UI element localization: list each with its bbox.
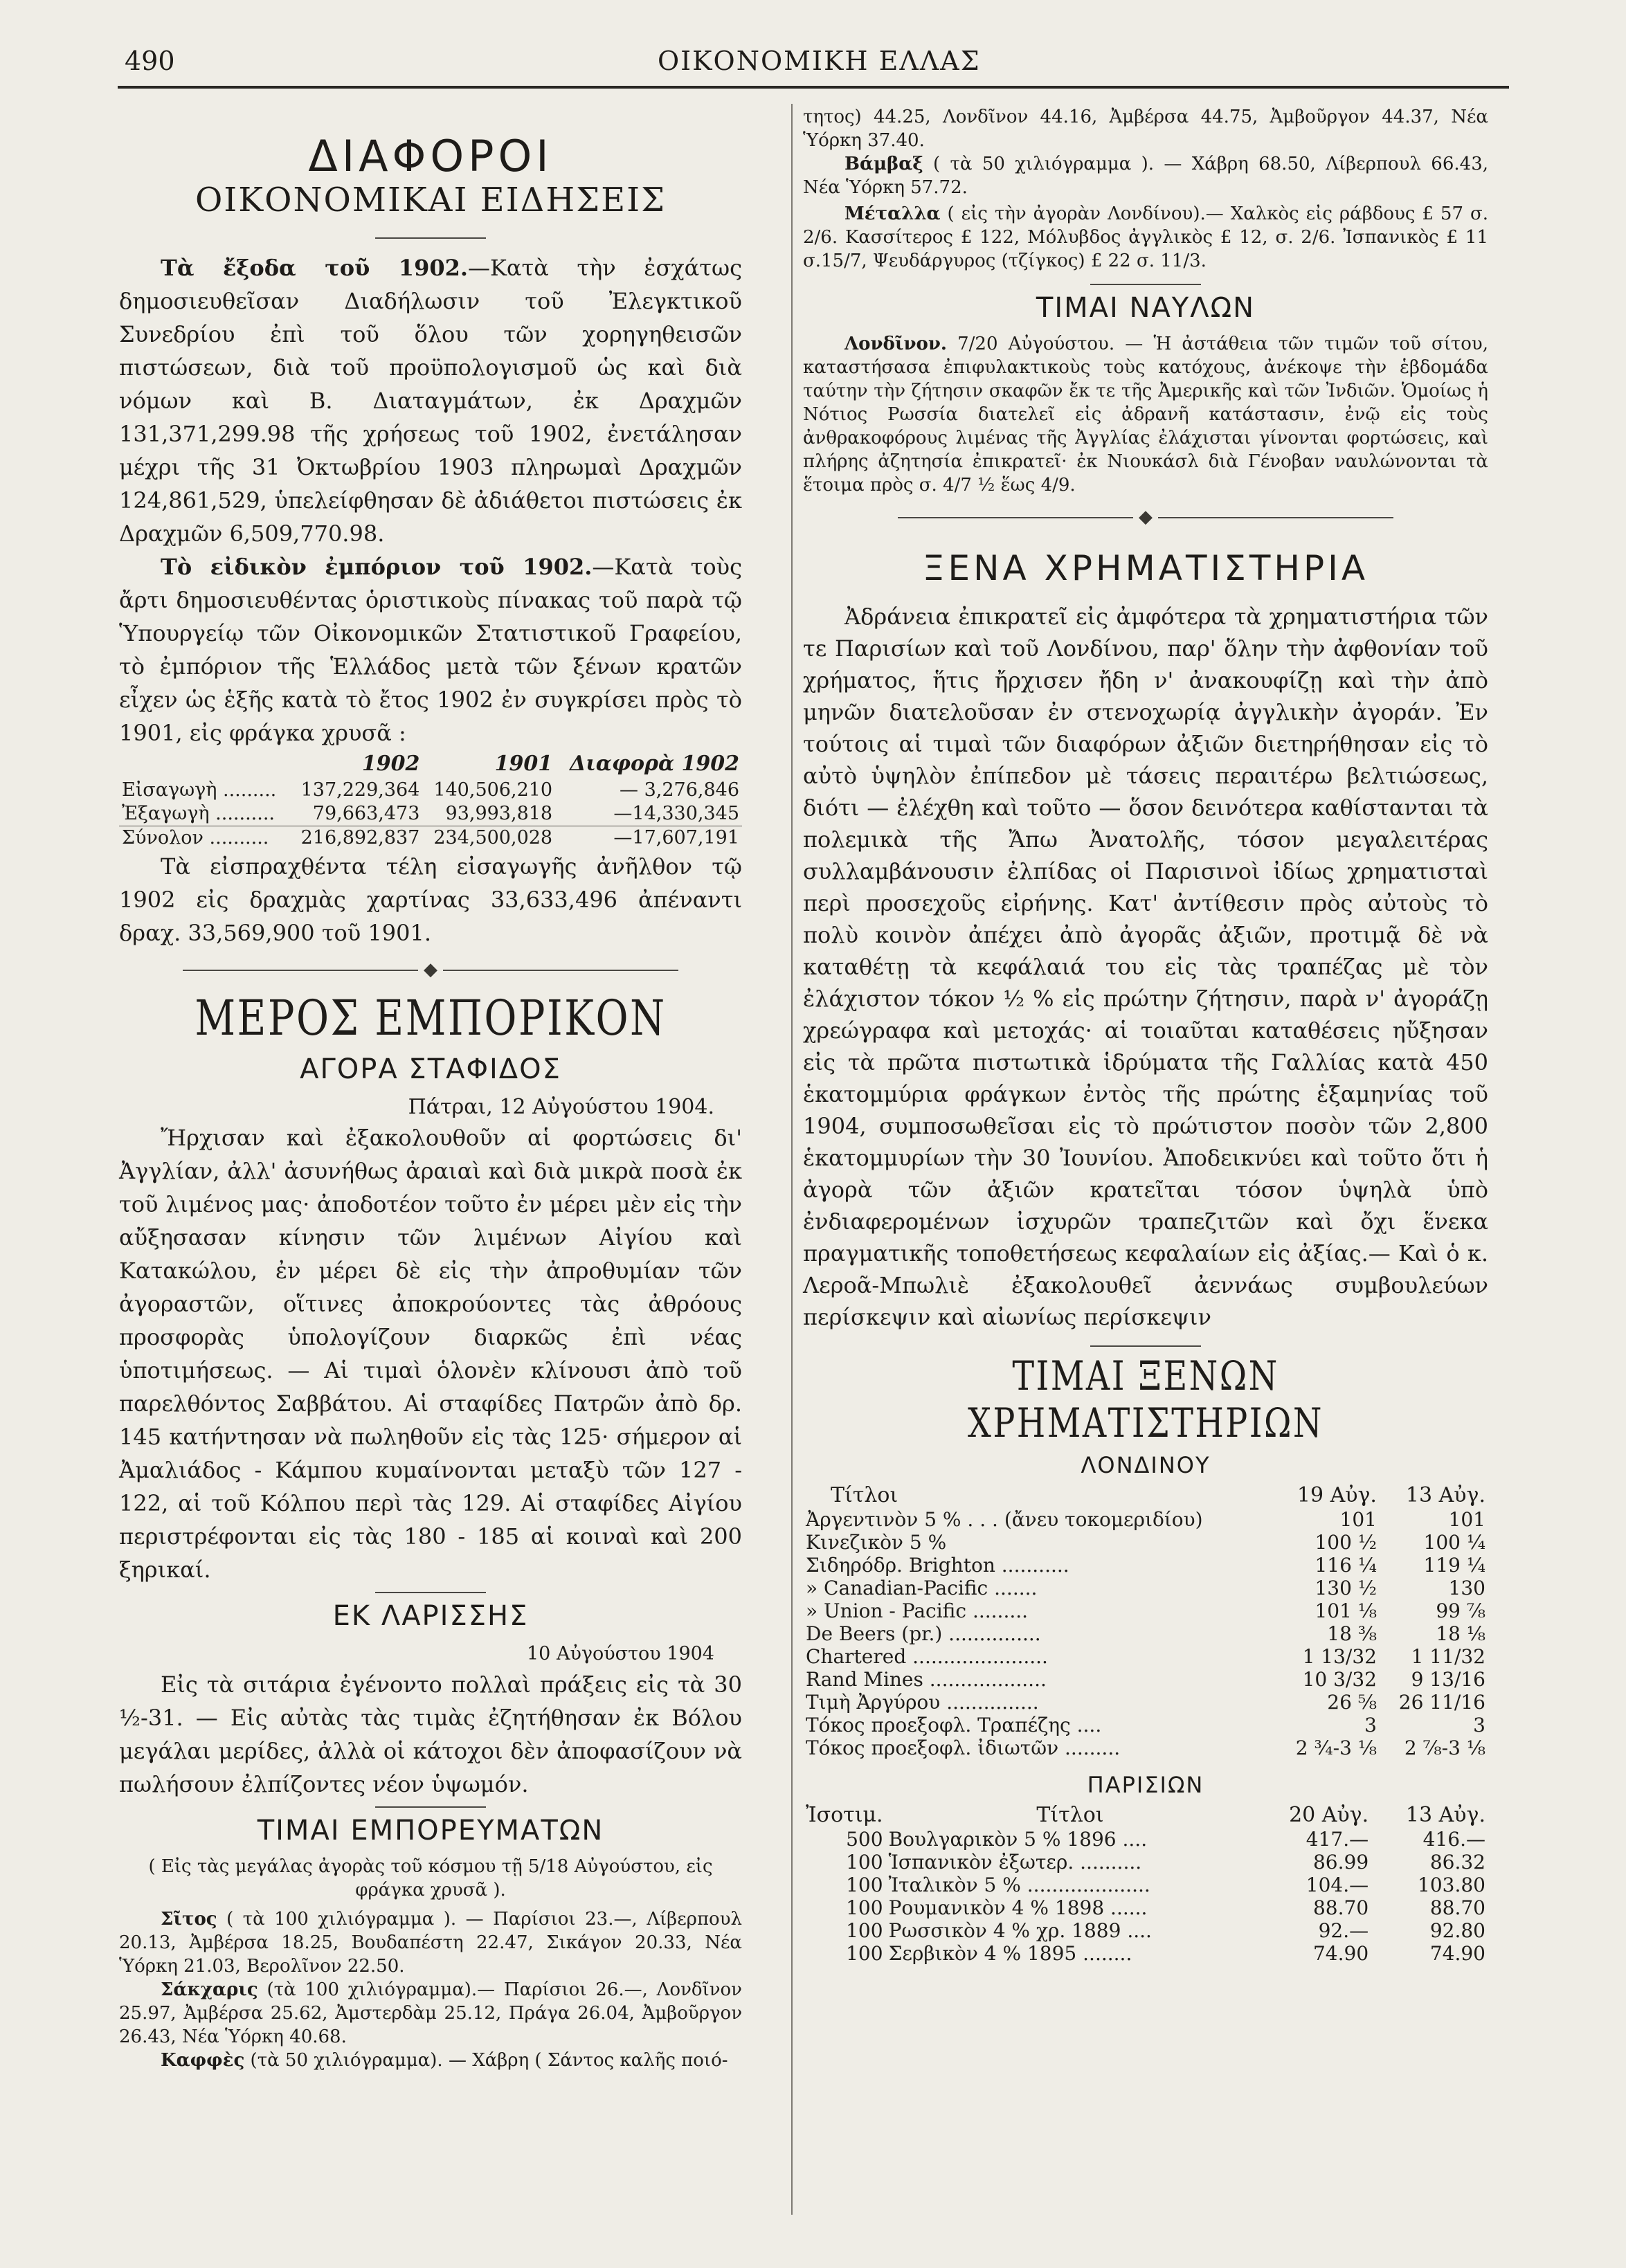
coffee-prices-continued: τητος) 44.25, Λονδῖνον 44.16, Ἀμβέρσα 44.75, Ἀμβοῦργον 44.37, Νέα Ὑόρκη 37.40. [803,107,1488,151]
article-lead: Καφφὲς [161,2049,245,2071]
page-number: 490 [125,46,175,76]
freight-title: ΤΙΜΑΙ ΝΑΥΛΩΝ [1036,292,1256,324]
ornament-divider: ◆ [803,507,1488,527]
running-title: ΟΙΚΟΝΟΜΙΚΗ ΕΛΛΑΣ [658,46,981,76]
article-lead: Μέταλλα [844,203,941,224]
article-lead: Λονδῖνον. [844,334,947,354]
table-row: Σιδηρόδρ. Brighton ........... 116 ¼ 119 ¼ [806,1554,1485,1577]
divider [375,1806,486,1808]
article-lead: Τὸ εἰδικὸν ἐμπόριον τοῦ 1902. [161,553,593,580]
table-row: Εἰσαγωγὴ ......... 137,229,364 140,506,210 — 3,276,846 [122,779,739,801]
article-text: ( τὰ 100 χιλιόγραμμα ). — Παρίσιοι 23.—, Λίβερπουλ 20.13, Ἀμβέρσα 18.25, Βουδαπέστη 22.47, Σικάγον 20.33, Νέα Ὑόρκη 21.03, Βερολῖνον 22.50. [119,1908,742,1977]
table-header-row [803,1802,1488,1828]
table-row: Τιμὴ Ἀργύρου ............... 26 ⅝ 26 11/16 [806,1691,1485,1714]
goods-note: ( Εἰς τὰς μεγάλας ἀγορὰς τοῦ κόσμου τῇ 5/18 Αὐγούστου, εἰς φράγκα χρυσᾶ ). [148,1856,713,1900]
column-header: Τίτλοι [1036,1803,1104,1827]
column-header: 19 Αὐγ. [1297,1483,1377,1507]
column-header: 13 Αὐγ. [1405,1483,1485,1507]
table-header-row [119,750,742,779]
left-column [119,111,742,2072]
column-header: Τίτλοι [831,1483,898,1507]
london-rates-table [803,1482,1488,1759]
goods-title: ΤΙΜΑΙ ΕΜΠΟΡΕΥΜΑΤΩΝ [257,1814,604,1847]
table-row: Ἀργεντινὸν 5 % . . . (ἄνευ τοκομεριδίου) 101 101 [806,1508,1485,1531]
column-header: Διαφορὰ 1902 [569,751,739,776]
article-text: —Κατὰ τὴν ἐσχάτως δημοσιευθεῖσαν Διαδήλωσιν τοῦ Ἐλεγκτικοῦ Συνεδρίου ἐπὶ τοῦ ὅλου τῶν χορηγηθεισῶν πιστώσεων, διὰ τοῦ προϋπολογισμοῦ ὡς καὶ διὰ νόμων καὶ Β. Διαταγμάτων, ἐκ Δραχμῶν 131,371,299.98 τῆς χρήσεως τοῦ 1902, ἐνετάλησαν μέχρι τῆς 31 Ὀκτωβρίου 1903 πληρωμαὶ Δραχμῶν 124,861,529, ὑπελείφθησαν δὲ ἀδιάθετοι πιστώσεις ἐκ Δραχμῶν 6,509,770.98. [119,254,743,547]
trade-table [119,750,742,850]
article-lead: Σάκχαρις [161,1979,258,2000]
article-lead: Τὰ ἔξοδα τοῦ 1902. [161,254,469,281]
larissa-title: ΕΚ ΛΑΡΙΣΣΗΣ [332,1599,529,1632]
right-column [803,105,1488,1965]
column-header: 13 Αὐγ. [1405,1803,1485,1827]
article-text: ( εἰς τὴν ἀγορὰν Λονδίνου).— Χαλκὸς εἰς ράβδους £ 57 σ. 2/6. Κασσίτερος £ 122, Μόλυβδος ἀγγλικὸς £ 12, σ. 2/6. Ἰσπανικὸς £ 11 σ.15/7, Ψευδάργυρος (τζίγκος) £ 22 σ. 11/3. [803,203,1488,271]
expenses-article [119,251,742,550]
bourses-title: ΞΕΝΑ ΧΡΗΜΑΤΙΣΤΗΡΙΑ [922,548,1369,588]
table-row: Rand Mines ................... 10 3/32 9 13/16 [806,1668,1485,1691]
column-divider [791,104,793,2215]
table-row: 100 Ρουμανικὸν 4 % 1898 ...... 88.70 88.70 [846,1896,1485,1919]
trade-customs-text: Τὰ εἰσπραχθέντα τέλη εἰσαγωγῆς ἀνῆλθον τῷ 1902 εἰς δραχμὰς χαρτίνας 33,633,496 ἀπέναντι δραχ. 33,569,900 τοῦ 1901. [119,853,742,946]
table-row: 100 Σερβικὸν 4 % 1895 ........ 74.90 74.90 [846,1942,1485,1965]
table-row: Chartered ...................... 1 13/32 1 11/32 [806,1645,1485,1668]
paris-title: ΠΑΡΙΣΙΩΝ [1087,1772,1204,1798]
dateline: Πάτραι, 12 Αὐγούστου 1904. [408,1094,714,1119]
freight-article [803,332,1488,497]
column-header: Ἰσοτιμ. [806,1803,883,1827]
table-row: De Beers (pr.) ............... 18 ⅜ 18 ⅛ [806,1622,1485,1645]
table-row: 100 Ἱσπανικὸν ἐξωτερ. .......... 86.99 86.32 [846,1851,1485,1874]
table-row: » Canadian-Pacific ....... 130 ½ 130 [806,1577,1485,1599]
article-text: ( τὰ 50 χιλιόγραμμα ). — Χάβρη 68.50, Λίβερπουλ 66.43, Νέα Ὑόρκη 57.72. [803,154,1488,198]
column-header [119,750,290,779]
article-lead: Σῖτος [161,1908,217,1930]
column-header: 1902 [361,751,420,776]
column-header: 1901 [494,751,553,776]
sugar-prices [119,1978,742,2049]
table-row: Κινεζικὸν 5 % 100 ½ 100 ¼ [806,1531,1485,1554]
table-row: Τόκος προεξοφλ. ἰδιωτῶν ......... 2 ¾-3 ⅛ 2 ⅞-3 ⅛ [806,1736,1485,1759]
currant-article: Ἤρχισαν καὶ ἐξακολουθοῦν αἱ φορτώσεις δι' Ἀγγλίαν, ἀλλ' ἀσυνήθως ἀραιαὶ καὶ διὰ μικρὰ ποσὰ ἐκ τοῦ λιμένος μας· ἀποδοτέον τοῦτο ἐν μέρει μὲν εἰς τὴν αὔξησασαν κίνησιν τῶν λιμένων Αἰγίου καὶ Κατακώλου, ἐν μέρει δὲ εἰς τὴν ἀπροθυμίαν τῶν ἀγοραστῶν, οἵτινες ἀποκρούοντες τὰς ἀθρόους προσφορὰς ὑπολογίζουν διαρκῶς ἐπὶ νέας ὑποτιμήσεως. — Αἱ τιμαὶ ὁλονὲν κλίνουσι ἀπὸ τοῦ παρελθόντος Σαββάτου. Αἱ σταφίδες Πατρῶν ἀπὸ δρ. 145 κατήντησαν νὰ πωληθοῦν εἰς τὰς 125· σήμερον αἱ Ἀμαλιάδος - Κάμπου κυμαίνονται μεταξὺ τῶν 127 - 122, αἱ τοῦ Κόλπου περὶ τὰς 129. Αἱ σταφίδες Αἰγίου περιστρέφονται εἰς τὰς 180 - 185 αἱ κοιναὶ καὶ 200 ξηρικαί. [119,1124,742,1583]
section-heading-sub: ΟΙΚΟΝΟΜΙΚΑΙ ΕΙΔΗΣΕΙΣ [195,181,667,220]
larissa-article: Εἰς τὰ σιτάρια ἐγένοντο πολλαὶ πράξεις εἰς τὰ 30 ½-31. — Εἰς αὐτὰς τὰς τιμὰς ἐζητήθησαν ἐκ Βόλου μεγάλαι μερίδες, ἀλλὰ οἱ κάτοχοι δὲν ἀποφασίζουν νὰ πωλήσουν ἐλπίζοντες νέον ὑψωμόν. [119,1671,742,1797]
metal-prices [803,202,1488,273]
divider [375,1592,486,1593]
header-rule [118,86,1509,89]
coffee-prices [119,2049,742,2072]
dateline: 10 Αὐγούστου 1904 [527,1642,714,1664]
commercial-section-title: ΜΕΡΟΣ ΕΜΠΟΡΙΚΟΝ [195,989,667,1046]
article-text: (τὰ 50 χιλιόγραμμα). — Χάβρη ( Σάντος καλῆς ποιό- [244,2049,728,2071]
section-heading-main: ΔΙΑΦΟΡΟΙ [308,131,553,181]
currant-title: ΑΓΟΡΑ ΣΤΑΦΙΔΟΣ [300,1053,561,1085]
table-row: 100 Ἰταλικὸν 5 % .................... 104.— 103.80 [846,1874,1485,1896]
london-title: ΛΟΝΔΙΝΟΥ [1081,1452,1211,1478]
article-text: —Κατὰ τοὺς ἄρτι δημοσιευθέντας ὁριστικοὺς πίνακας τοῦ παρὰ τῷ Ὑπουργείῳ τῶν Οἰκονομικῶν Στατιστικοῦ Γραφείου, τὸ ἐμπόριον τῆς Ἑλλάδος μετὰ τῶν ξένων κρατῶν εἶχεν ὡς ἑξῆς κατὰ τὸ ἔτος 1902 ἐν συγκρίσει πρὸς τὸ 1901, εἰς φράγκα χρυσᾶ : [119,553,742,746]
trade-article [119,550,742,750]
table-row: 500 Βουλγαρικὸν 5 % 1896 .... 417.— 416.— [846,1828,1485,1851]
table-row: » Union - Pacific ......... 101 ⅛ 99 ⅞ [806,1599,1485,1622]
article-text: (τὰ 100 χιλιόγραμμα).— Παρίσιοι 26.—, Λονδῖνον 25.97, Ἀμβέρσα 25.62, Ἀμστερδὰμ 25.12, Πράγα 26.04, Ἀμβοῦργον 26.43, Νέα Ὑόρκη 40.68. [119,1979,742,2047]
table-header-row [803,1482,1488,1508]
divider [1090,1345,1201,1347]
divider [1090,284,1201,285]
table-row: Τόκος προεξοφλ. Τραπέζης .... 3 3 [806,1714,1485,1736]
foreign-prices-title: ΤΙΜΑΙ ΞΕΝΩΝ ΧΡΗΜΑΤΙΣΤΗΡΙΩΝ [967,1352,1324,1446]
article-lead: Βάμβαξ [844,154,923,174]
wheat-prices [119,1907,742,1978]
page-header [125,46,1509,87]
cotton-prices [803,152,1488,199]
table-row: Σύνολον .......... 216,892,837 234,500,028 —17,607,191 [119,826,742,850]
column-header: 20 Αὐγ. [1289,1803,1369,1827]
article-text: 7/20 Αὐγούστου. — Ἡ ἀστάθεια τῶν τιμῶν τοῦ σίτου, καταστήσασα ἐπιφυλακτικοὺς τοὺς κατόχους, ἀνέκοψε τὴν ἑβδομάδα ταύτην τὴν ζήτησιν σκαφῶν ἔκ τε τῆς Ἀμερικῆς καὶ τῶν Ἰνδιῶν. Ὁμοίως ἡ Νότιος Ρωσσία διατελεῖ εἰς ἀδρανῆ κατάστασιν, ἐνῷ εἰς τοὺς ἀνθρακοφόρους λιμένας τῆς Ἀγγλίας ἐλάχισται γίνονται φορτώσεις, καὶ πλήρης ἀζητησία ἐπικρατεῖ· ἐκ Νιουκάσλ διὰ Γένοβαν ναυλώνονται τὰ ἕτοιμα πρὸς σ. 4/7 ½ ἕως 4/9. [803,334,1488,496]
bourses-article: Ἀδράνεια ἐπικρατεῖ εἰς ἀμφότερα τὰ χρηματιστήρια τῶν τε Παρισίων καὶ τοῦ Λονδίνου, παρ' ὅλην τὴν ἀφθονίαν τοῦ χρήματος, ἥτις ἤρχισεν ἤδη ν' ἀνακουφίζῃ καὶ τὴν ἀπὸ μηνῶν διατελοῦσαν ἐν στενοχωρίᾳ ἀγγλικὴν ἀγοράν. Ἐν τούτοις αἱ τιμαὶ τῶν διαφόρων ἀξιῶν διετηρήθησαν εἰς τὸ αὐτὸ ὑψηλὸν ἐπίπεδον μὲ τάσεις περαιτέρω βελτιώσεως, διότι — ἐλέχθη καὶ τοῦτο — ὅσον δεινότερα καθίστανται τὰ πολεμικὰ τῆς Ἄπω Ἀνατολῆς, τόσον μεγαλειτέρας συλλαμβάνουσιν ἐλπίδας οἱ Παρισινοὶ ἰδίως χρηματισταὶ περὶ προσεχοῦς εἰρήνης. Κατ' ἀντίθεσιν πρὸς αὐτοὺς τὸ πολὺ κοινὸν ἀπέχει ἀπὸ ἀγορᾶς ἀξιῶν, προτιμᾷ δὲ νὰ καταθέτῃ τὰ κεφάλαιά του εἰς τὰς τραπέζας μὲ τὸν ἐλάχιστον τόκον ½ % εἰς πρώτην ζήτησιν, παρὰ ν' ἀγοράζῃ χρεώγραφα καὶ μετοχάς· αἱ τοιαῦται καταθέσεις ηὔξησαν εἰς τὰ πρῶτα πιστωτικὰ ἱδρύματα τῆς Γαλλίας κατὰ 450 ἑκατομμύρια φράγκων ἐντὸς τῆς πρώτης ἑξαμηνίας τοῦ 1904, συμποσωθεῖσαι εἰς τὸ πρώτιστον ποσὸν τῶν 2,800 ἑκατομμυρίων τὴν 30 Ἰουνίου. Ἀποδεικνύει καὶ τοῦτο ὅτι ἡ ἀγορὰ τῶν ἀξιῶν κρατεῖται τόσον ὑψηλὰ ὑπὸ ἐνδιαφερομένων ἰσχυρῶν τραπεζιτῶν καὶ ὄχι ἕνεκα πραγματικῆς τοποθετήσεως κεφαλαίων εἰς ἀξίας.— Καὶ ὁ κ. Λεροᾶ-Μπωλιὲ ἐξακολουθεῖ ἀεννάως συμβουλεύων περίσκεψιν καὶ αἰωνίως περίσκεψιν [803,604,1488,1330]
paris-rates-table [803,1802,1488,1965]
table-row: 100 Ρωσσικὸν 4 % χρ. 1889 .... 92.— 92.80 [846,1919,1485,1942]
table-row: Ἐξαγωγὴ .......... 79,663,473 93,993,818 —14,330,345 [122,802,739,824]
divider [375,237,486,239]
ornament-divider: ◆ [119,959,742,980]
